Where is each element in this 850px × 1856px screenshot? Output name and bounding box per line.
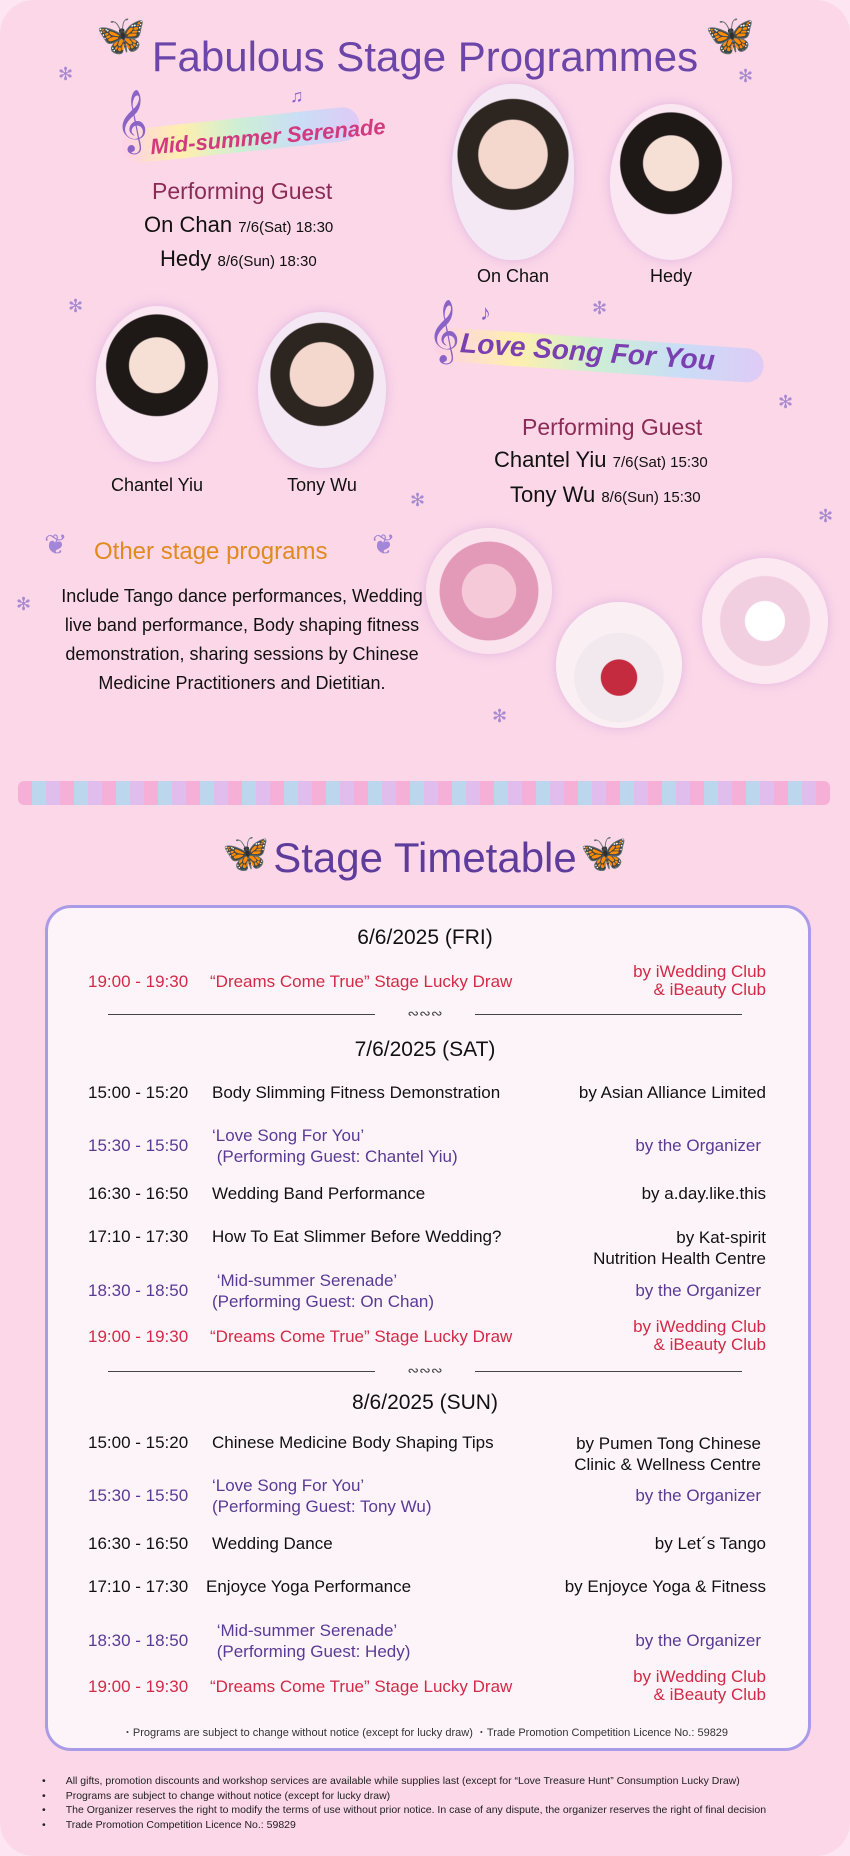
timetable-note: ・Programs are subject to change without notice (except for lucky draw) ・Trade Promotion Competition Licence No.: 59829: [121, 1727, 729, 1739]
butterfly-icon: 🦋: [222, 833, 270, 875]
on-chan-name: On Chan: [476, 266, 550, 286]
serenade-banner: Mid-summer Serenade: [149, 113, 387, 160]
page-title: Fabulous Stage Programmes: [151, 33, 699, 80]
flower-icon: ✻: [410, 490, 426, 510]
ornament-icon: ∾∾∾: [375, 1362, 475, 1379]
butterfly-icon: 🦋: [96, 14, 146, 58]
butterfly-divider: [18, 781, 830, 805]
day-heading: 7/6/2025 (SAT): [354, 1038, 496, 1061]
other-programs-title: Other stage programs: [94, 538, 328, 565]
music-note-icon: ♫: [290, 86, 304, 106]
tony-wu-name: Tony Wu: [287, 475, 357, 495]
lavender-icon: ❦: [44, 529, 68, 560]
footnote-item: • All gifts, promotion discounts and workshop services are available while supplies last (except for “Love Treasure Hunt” Consumption Lucky Draw): [42, 1774, 822, 1789]
flower-icon: ✻: [492, 706, 508, 726]
footnote-item: • Trade Promotion Competition Licence No.: 59829: [42, 1818, 822, 1833]
tony-wu-photo: [258, 312, 386, 468]
love-song-heading: Performing Guest: [522, 414, 703, 440]
flower-icon: ✻: [16, 594, 32, 614]
treble-clef-icon: 𝄞: [428, 301, 460, 361]
love-song-guest-2: Tony Wu 8/6(Sun) 15:30: [510, 482, 701, 507]
stage-photo: [426, 528, 552, 654]
lavender-icon: ❦: [372, 529, 396, 560]
day-heading: 8/6/2025 (SUN): [352, 1391, 498, 1414]
hedy-name: Hedy: [649, 266, 693, 286]
serenade-guest-1: On Chan 7/6(Sat) 18:30: [144, 212, 334, 237]
butterfly-icon: 🦋: [580, 833, 628, 875]
footnotes: [42, 1774, 822, 1832]
serenade-heading: Performing Guest: [152, 178, 333, 204]
timetable-title: Stage Timetable: [273, 834, 577, 881]
flower-icon: ✻: [592, 298, 608, 318]
footnote-item: • Programs are subject to change without notice (except for lucky draw): [42, 1789, 822, 1804]
chantel-yiu-photo: [96, 306, 218, 462]
hedy-photo: [610, 104, 732, 260]
other-programs-description: Include Tango dance performances, Wedding live band performance, Body shaping fitness demonstration, sharing sessions by Chinese Medicine Practitioners and Dietitian.: [61, 586, 423, 693]
flower-icon: ✻: [778, 392, 794, 412]
love-song-banner: Love Song For You: [459, 327, 716, 376]
footnote-item: • The Organizer reserves the right to modify the terms of use without prior notice. In case of any dispute, the organizer reserves the right of final decision: [42, 1803, 822, 1818]
flower-icon: ✻: [58, 64, 74, 84]
flower-icon: ✻: [818, 506, 834, 526]
music-note-icon: ♪: [480, 300, 491, 325]
chantel-yiu-name: Chantel Yiu: [110, 475, 204, 495]
flower-icon: ✻: [738, 66, 754, 86]
butterfly-icon: 🦋: [705, 14, 755, 58]
day-heading: 6/6/2025 (FRI): [357, 926, 493, 949]
on-chan-photo: [452, 84, 574, 260]
flower-icon: ✻: [68, 296, 84, 316]
tango-dance-photo: [556, 602, 682, 728]
serenade-guest-2: Hedy 8/6(Sun) 18:30: [160, 246, 317, 271]
sharing-session-photo: [702, 558, 828, 684]
ornament-icon: ∾∾∾: [375, 1005, 475, 1022]
treble-clef-icon: 𝄞: [116, 91, 148, 151]
love-song-guest-1: Chantel Yiu 7/6(Sat) 15:30: [494, 447, 708, 472]
programme-card: 🦋 🦋 ✻ ✻ Fabulous Stage Programmes 𝄞 ♫ Mid-summer Serenade Performing Guest On Chan 7/6(Sat) 18:30 Hedy 8/6(Sun) 18:30 On Chan Hedy ✻ ✻ Chantel Yiu Tony Wu 𝄞 ♪ Love Song For You Performing Guest Chantel Yiu 7/6(Sat) 15:30 Tony Wu 8/6(Sun) 15:30 ✻ ✻ ✻ ❦ Other stage programs ❦ Include Tango dance performances, Wedding live band performance, Body shaping fitness demonstration, sharing sessions by Chinese Medicine Practitioners and Dietitian. ✻ ✻ 🦋 🦋 Stage Timetable 6/6/2025 (FRI) 19:00 - 19:30 “Dreams Come True” Stage Lucky Draw by iWedding Club & iBeauty Club ∾∾∾ 7/6/2025 (SAT) 15:00 - 15:20 Body Slimming Fitness Demonstration by Asian Alliance Limited 15:30 - 15:50 ‘Love Song For You’ (Performing Guest: Chantel Yiu) by the Organizer 16:30 - 16:50 Wedding Band Performance by a.day.like.this 17:10 - 17:30 How To Eat Slimmer Before Wedding? by Kat-spirit Nutrition Health Centre 18:30 - 18:50 ‘Mid-summer Serenade’ (Performing Guest: On Chan) by the Organizer 19:00 - 19:30 “Dreams Come True” Stage Lucky Draw by iWedding Club & iBeauty Club ∾∾∾ 8/6/2025 (SUN) 15:00 - 15:20 Chinese Medicine Body Shaping Tips by Pumen Tong Chinese Clinic & Wellness Centre 15:30 - 15:50 ‘Love Song For You’ (Performing Guest: Tony Wu) by the Organizer 16:30 - 16:50 Wedding Dance by Let´s Tango 17:10 - 17:30 Enjoyce Yoga Performance by Enjoyce Yoga & Fitness 18:30 - 18:50 ‘Mid-summer Serenade’ (Performing Guest: Hedy) by the Organizer 19:00 - 19:30 “Dreams Come True” Stage Lucky Draw by iWedding Club & iBeauty Club ・Programs are subject to change without notice (except for lucky draw) ・Trade Promotion Competition Licence No.: 59829 • All gifts, promotion discounts and workshop services are available while supplies last (except for “Love Treasure Hunt” Consumption Lucky Draw) • Programs are subject to change without notice (except for lucky draw) • The Organizer reserves the right to modify the terms of use without prior notice. In case of any dispute, the organizer reserves the right of final decision • Trade Promotion Competition Licence No.: 59829: [0, 0, 850, 1856]
